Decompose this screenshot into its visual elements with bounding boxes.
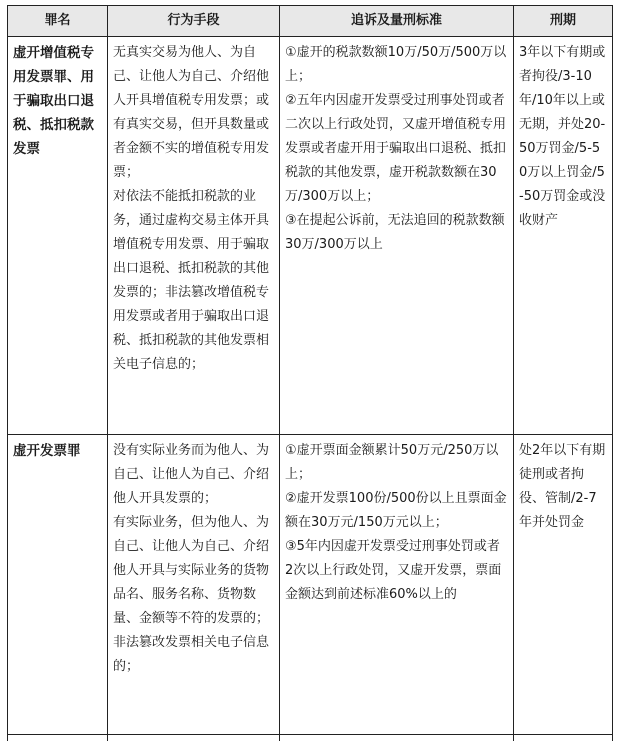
empty-cell — [514, 735, 613, 742]
conduct-text: 非法篡改发票相关电子信息的； — [113, 635, 270, 674]
empty-cell — [8, 735, 108, 742]
standard-text: ①虚开票面金额累计50万元/250万以上； — [285, 443, 499, 482]
standard-text: ①虚开的税款数额10万/50万/500万以上； — [285, 45, 507, 84]
table-header-row — [8, 6, 613, 37]
table-row — [8, 37, 613, 435]
header-standard: 追诉及量刑标准 — [280, 6, 514, 37]
conduct-cell — [108, 435, 280, 735]
header-conduct: 行为手段 — [108, 6, 280, 37]
empty-cell — [108, 735, 280, 742]
conduct-cell — [108, 37, 280, 435]
conduct-text: 没有实际业务而为他人、为自己、让他人为自己、介绍他人开具发票的； — [113, 443, 270, 506]
crime-name: 虚开增值税专用发票罪、用于骗取出口退税、抵扣税款发票 — [8, 37, 108, 435]
standard-text: ③5年内因虚开发票受过刑事处罚或者2次以上行政处罚，又虚开发票，票面金额达到前述标准60%以上的 — [285, 539, 502, 602]
standard-text: ②虚开发票100份/500份以上且票面金额在30万元/150万元以上； — [285, 491, 507, 530]
standard-text: ②五年内因虚开发票受过刑事处罚或者二次以上行政处罚，又虚开增值税专用发票或者虚开用于骗取出口退税、抵扣税款的其他发票，虚开税款数额在30万/300万以上； — [285, 93, 507, 204]
table-row — [8, 435, 613, 735]
standard-text: ③在提起公诉前，无法追回的税款数额30万/300万以上 — [285, 213, 505, 252]
penalty-cell: 处2年以下有期徒刑或者拘役、管制/2-7年并处罚金 — [514, 435, 613, 735]
header-crime: 罪名 — [8, 6, 108, 37]
conduct-text: 无真实交易为他人、为自己、让他人为自己、介绍他人开具增值税专用发票；或有真实交易，但开具数量或者金额不实的增值税专用发票； — [113, 45, 270, 180]
penalty-cell: 3年以下有期或者拘役/3-10年/10年以上或无期，并处20-50万罚金/5-50万以上罚金/5-50万罚金或没收财产 — [514, 37, 613, 435]
standard-cell — [280, 435, 514, 735]
standard-cell — [280, 37, 514, 435]
empty-cell — [280, 735, 514, 742]
conduct-text: 对依法不能抵扣税款的业务，通过虚构交易主体开具增值税专用发票、用于骗取出口退税、抵扣税款的其他发票的；非法篡改增值税专用发票或者用于骗取出口退税、抵扣税款的其他发票相关电子信息的； — [113, 189, 270, 372]
conduct-text: 有实际业务，但为他人、为自己、让他人为自己、介绍他人开具与实际业务的货物品名、服务名称、货物数量、金额等不符的发票的； — [113, 515, 270, 626]
crime-name: 虚开发票罪 — [8, 435, 108, 735]
legal-standards-table — [7, 5, 613, 741]
header-penalty: 刑期 — [514, 6, 613, 37]
table-row-continuation — [8, 735, 613, 742]
